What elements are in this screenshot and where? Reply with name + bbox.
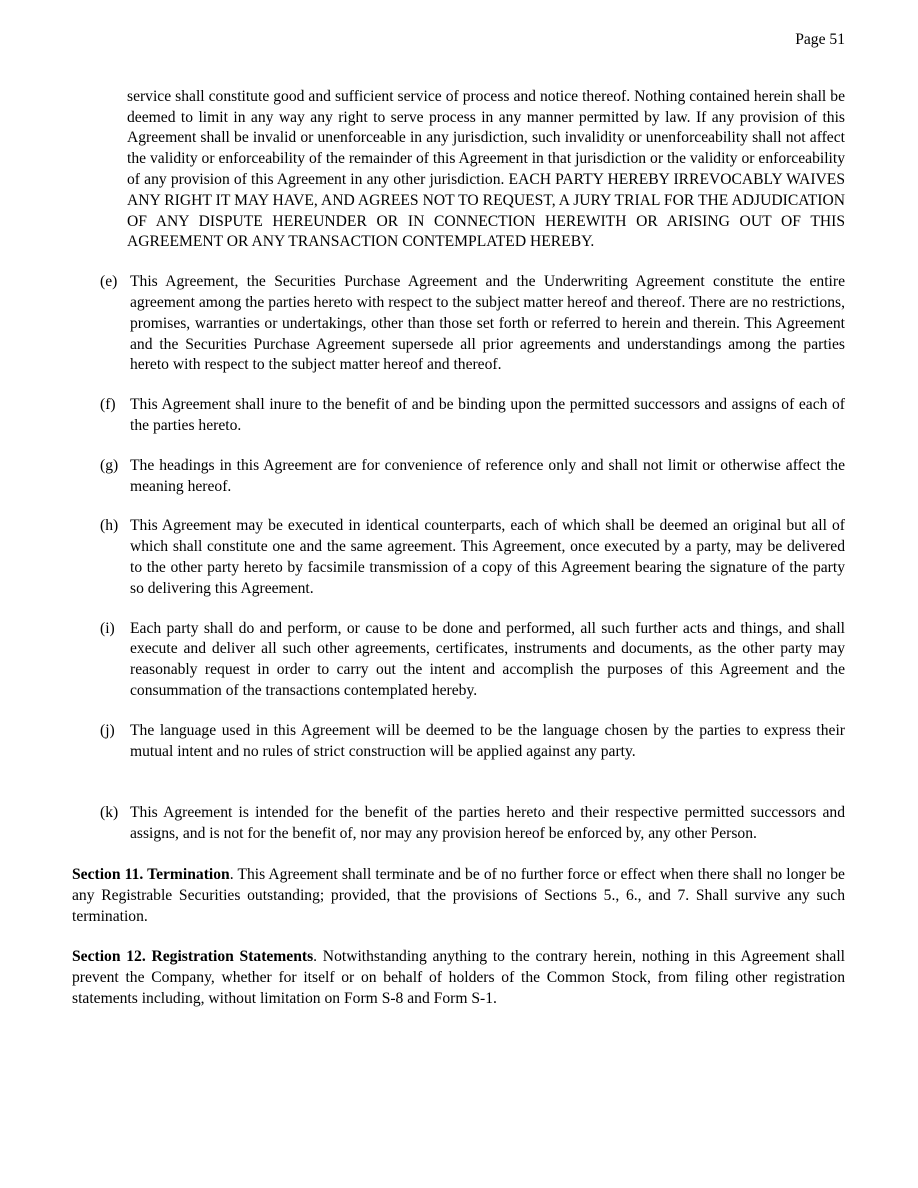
item-text-i: Each party shall do and perform, or cause to be done and performed, all such further acts and things, and shall execute and deliver all such other agreements, certificates, instruments and documents, as the other party may reasonably request in order to carry out the intent and accomplish the purposes of this Agreement and the consummation of the transactions contemplated hereby. <box>130 619 845 699</box>
section-12-heading: Section 12. Registration Statements <box>72 948 314 966</box>
item-text-j: The language used in this Agreement will be deemed to be the language chosen by the parties to express their mutual intent and no rules of strict construction will be applied against any party. <box>130 721 845 760</box>
item-letter-f: (f) <box>100 396 116 414</box>
lettered-item-e <box>72 272 845 376</box>
item-letter-i: (i) <box>100 619 115 637</box>
section-11-heading: Section 11. Termination <box>72 865 230 883</box>
page-number-label: Page 51 <box>795 31 845 48</box>
item-text-f: This Agreement shall inure to the benefit of and be binding upon the permitted successors and assigns of each of the parties hereto. <box>130 396 845 434</box>
lettered-item-i <box>72 619 845 702</box>
intro-paragraph: service shall constitute good and sufficient service of process and notice thereof. Nothing contained herein shall be deemed to limit in any way any right to serve process in any manner permitted by law. If any provision of this Agreement shall be invalid or unenforceable in any jurisdiction, such invalidity or unenforceability shall not affect the validity or enforceability of the remainder of this Agreement in that jurisdiction or the validity or enforceability of any provision of this Agreement in any other jurisdiction. EACH PARTY HEREBY IRREVOCABLY WAIVES ANY RIGHT IT MAY HAVE, AND AGREES NOT TO REQUEST, A JURY TRIAL FOR THE ADJUDICATION OF ANY DISPUTE HEREUNDER OR IN CONNECTION HEREWITH OR ARISING OUT OF THIS AGREEMENT OR ANY TRANSACTION CONTEMPLATED HEREBY. <box>127 87 845 251</box>
item-letter-e: (e) <box>100 273 118 291</box>
item-text-k: This Agreement is intended for the benefit of the parties hereto and their respective permitted successors and assigns, and is not for the benefit of, nor may any provision hereof be enforced by, any other Person. <box>130 804 845 843</box>
item-letter-g: (g) <box>100 456 119 474</box>
section-11-termination <box>72 865 845 927</box>
item-letter-j: (j) <box>100 721 115 739</box>
lettered-item-g <box>72 456 845 498</box>
lettered-item-h <box>72 516 845 599</box>
item-text-e: This Agreement, the Securities Purchase Agreement and the Underwriting Agreement constitute the entire agreement among the parties hereto with respect to the subject matter hereof and thereof. There are no restrictions, promises, warranties or undertakings, other than those set forth or referred to herein and therein. This Agreement and the Securities Purchase Agreement supersede all prior agreements and understandings among the parties hereto with respect to the subject matter hereof and thereof. <box>130 273 845 374</box>
section-12-body: . Notwithstanding anything to the contrary herein, nothing in this Agreement shall prevent the Company, whether for itself or on behalf of holders of the Common Stock, from filing other registration statements including, without limitation on Form S-8 and Form S-1. <box>72 948 845 1007</box>
lettered-item-j <box>72 721 845 763</box>
section-12-registration-statements <box>72 947 845 1009</box>
item-letter-k: (k) <box>100 804 119 822</box>
lettered-item-k <box>72 803 845 845</box>
item-letter-h: (h) <box>100 517 119 535</box>
item-text-g: The headings in this Agreement are for convenience of reference only and shall not limit or otherwise affect the meaning hereof. <box>130 456 845 495</box>
lettered-item-f <box>72 395 845 437</box>
section-11-body: . This Agreement shall terminate and be of no further force or effect when there shall no longer be any Registrable Securities outstanding; provided, that the provisions of Sections 5., 6., and 7. Shall survive any such termination. <box>72 865 845 925</box>
item-text-h: This Agreement may be executed in identical counterparts, each of which shall be deemed an original but all of which shall constitute one and the same agreement. This Agreement, once executed by a party, may be delivered to the other party hereto by facsimile transmission of a copy of this Agreement bearing the signature of the party so delivering this Agreement. <box>130 517 845 597</box>
